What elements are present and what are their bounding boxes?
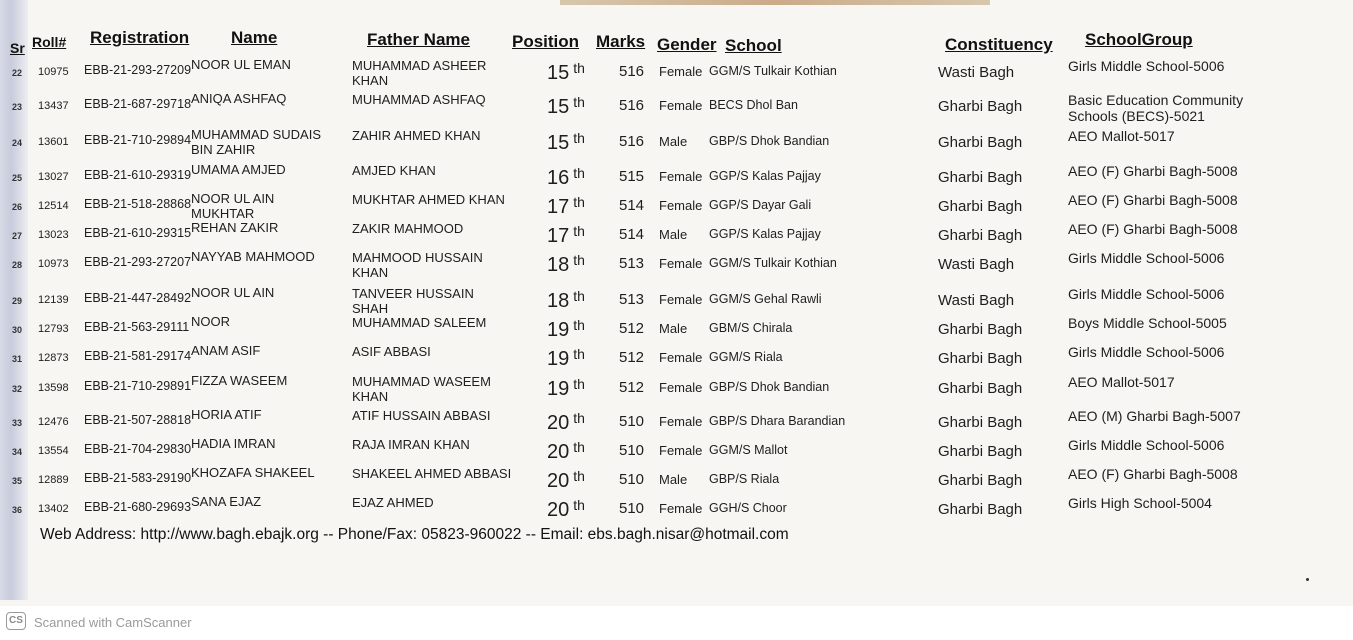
cell-sr: 23 xyxy=(12,102,23,112)
cell-reg: EBB-21-293-27209 xyxy=(84,63,192,77)
cell-constituency: Gharbi Bagh xyxy=(938,321,1023,338)
cell-sr: 24 xyxy=(12,138,23,148)
cell-roll: 13402 xyxy=(38,503,69,515)
position-suffix: th xyxy=(573,252,585,268)
table-row xyxy=(0,466,1353,496)
cell-father: MUKHTAR AHMED KHAN xyxy=(352,192,505,207)
cell-gender: Male xyxy=(659,472,688,487)
cell-gender: Female xyxy=(659,350,703,365)
cell-gender: Female xyxy=(659,64,703,79)
cell-reg: EBB-21-680-29693 xyxy=(84,500,192,514)
cell-reg: EBB-21-710-29891 xyxy=(84,379,192,393)
cell-reg: EBB-21-687-29718 xyxy=(84,97,192,111)
cell-roll: 12889 xyxy=(38,474,69,486)
cell-marks: 516 xyxy=(619,97,645,114)
table-row xyxy=(0,250,1353,280)
cell-roll: 13023 xyxy=(38,229,69,241)
cell-sr: 22 xyxy=(12,68,23,78)
header-marks: Marks xyxy=(596,32,646,51)
cell-roll: 13027 xyxy=(38,171,69,183)
header-sr: Sr xyxy=(10,40,25,56)
cell-pos xyxy=(547,346,585,371)
position-suffix: th xyxy=(573,410,585,426)
cell-sr: 25 xyxy=(12,173,23,183)
cell-group: AEO Mallot-5017 xyxy=(1068,128,1175,144)
cell-pos xyxy=(547,376,585,401)
cell-father: ZAKIR MAHMOOD xyxy=(352,221,464,236)
cell-reg: EBB-21-507-28818 xyxy=(84,413,192,427)
cell-pos xyxy=(547,410,585,435)
cell-school: GGP/S Dayar Gali xyxy=(709,198,812,212)
cell-marks: 512 xyxy=(619,379,645,396)
cell-school: GBP/S Dhok Bandian xyxy=(709,134,830,148)
cell-gender: Female xyxy=(659,501,703,516)
cell-gender: Male xyxy=(659,134,688,149)
cell-school: GBP/S Dhok Bandian xyxy=(709,380,830,394)
header-position: Position xyxy=(512,32,580,51)
cell-constituency: Gharbi Bagh xyxy=(938,134,1023,151)
position-number: 17 xyxy=(547,196,570,218)
cell-constituency: Gharbi Bagh xyxy=(938,98,1023,115)
cell-roll: 13601 xyxy=(38,136,69,148)
cell-constituency: Gharbi Bagh xyxy=(938,472,1023,489)
cell-gender: Female xyxy=(659,292,703,307)
position-number: 16 xyxy=(547,167,570,189)
cell-father: MAHMOOD HUSSAIN KHAN xyxy=(352,250,483,280)
position-suffix: th xyxy=(573,376,585,392)
cell-name: NOOR xyxy=(191,314,230,329)
cell-constituency: Gharbi Bagh xyxy=(938,380,1023,397)
cell-gender: Female xyxy=(659,414,703,429)
cell-group: Basic Education Community Schools (BECS)-5021 xyxy=(1068,92,1244,124)
cell-reg: EBB-21-293-27207 xyxy=(84,255,192,269)
cell-sr: 30 xyxy=(12,325,23,335)
position-number: 18 xyxy=(547,254,570,276)
cell-roll: 13437 xyxy=(38,100,69,112)
cell-group: AEO (F) Gharbi Bagh-5008 xyxy=(1068,221,1238,237)
cell-group: AEO (F) Gharbi Bagh-5008 xyxy=(1068,163,1238,179)
position-number: 20 xyxy=(547,441,570,463)
cell-constituency: Gharbi Bagh xyxy=(938,169,1023,186)
header-registration: Registration xyxy=(90,28,190,47)
cell-school: BECS Dhol Ban xyxy=(709,98,798,112)
cell-name: FIZZA WASEEM xyxy=(191,373,288,388)
cell-father: TANVEER HUSSAIN SHAH xyxy=(352,286,474,316)
cell-constituency: Gharbi Bagh xyxy=(938,501,1023,518)
cell-school: GGM/S Tulkair Kothian xyxy=(709,64,837,78)
position-suffix: th xyxy=(573,60,585,76)
table-row xyxy=(0,192,1353,222)
position-number: 15 xyxy=(547,96,570,118)
cell-marks: 510 xyxy=(619,500,645,517)
cell-school: GBM/S Chirala xyxy=(709,321,793,335)
cell-roll: 13554 xyxy=(38,445,69,457)
position-suffix: th xyxy=(573,468,585,484)
position-number: 17 xyxy=(547,225,570,247)
cell-constituency: Gharbi Bagh xyxy=(938,350,1023,367)
cell-father: MUHAMMAD SALEEM xyxy=(352,315,487,330)
cell-father: AMJED KHAN xyxy=(352,163,436,178)
cell-gender: Female xyxy=(659,256,703,271)
cell-father: SHAKEEL AHMED ABBASI xyxy=(352,466,512,481)
cell-sr: 28 xyxy=(12,260,23,270)
cell-roll: 12139 xyxy=(38,294,69,306)
cell-reg: EBB-21-704-29830 xyxy=(84,442,192,456)
cell-marks: 516 xyxy=(619,63,645,80)
cell-sr: 27 xyxy=(12,231,23,241)
cell-constituency: Gharbi Bagh xyxy=(938,227,1023,244)
cell-roll: 12476 xyxy=(38,416,69,428)
header-roll: Roll# xyxy=(32,34,67,50)
cell-gender: Female xyxy=(659,198,703,213)
cell-gender: Female xyxy=(659,169,703,184)
position-suffix: th xyxy=(573,165,585,181)
cell-group: AEO (F) Gharbi Bagh-5008 xyxy=(1068,466,1238,482)
table-row xyxy=(0,286,1353,316)
camscanner-text: Scanned with CamScanner xyxy=(34,615,192,630)
cell-sr: 26 xyxy=(12,202,23,212)
table-row xyxy=(0,58,1353,88)
cell-roll: 13598 xyxy=(38,382,69,394)
cell-pos xyxy=(547,60,585,85)
position-number: 20 xyxy=(547,499,570,521)
position-number: 15 xyxy=(547,62,570,84)
position-number: 19 xyxy=(547,319,570,341)
cell-marks: 510 xyxy=(619,471,645,488)
position-suffix: th xyxy=(573,288,585,304)
table-row xyxy=(0,128,1353,158)
cell-sr: 35 xyxy=(12,476,23,486)
cell-pos xyxy=(547,252,585,277)
cell-sr: 29 xyxy=(12,296,23,306)
table-row xyxy=(0,163,1353,193)
cell-school: GGM/S Tulkair Kothian xyxy=(709,256,837,270)
cell-school: GGM/S Mallot xyxy=(709,443,788,457)
cell-sr: 31 xyxy=(12,354,23,364)
table-row xyxy=(0,408,1353,438)
table-row xyxy=(0,374,1353,404)
header-name: Name xyxy=(231,28,278,47)
table-row xyxy=(0,92,1353,122)
position-number: 19 xyxy=(547,378,570,400)
cell-gender: Male xyxy=(659,321,688,336)
cell-name: NOOR UL EMAN xyxy=(191,57,291,72)
header-school-group: SchoolGroup xyxy=(1085,30,1193,49)
cell-school: GGP/S Kalas Pajjay xyxy=(709,169,821,183)
cell-sr: 33 xyxy=(12,418,23,428)
camscanner-bar xyxy=(0,606,1353,640)
cell-name: KHOZAFA SHAKEEL xyxy=(191,465,315,480)
cell-father: EJAZ AHMED xyxy=(352,495,434,510)
cell-reg: EBB-21-563-29111 xyxy=(84,320,190,334)
position-suffix: th xyxy=(573,317,585,333)
cell-pos xyxy=(547,497,585,522)
position-suffix: th xyxy=(573,223,585,239)
cell-father: MUHAMMAD ASHEER KHAN xyxy=(352,58,487,88)
cell-constituency: Gharbi Bagh xyxy=(938,443,1023,460)
cell-gender: Female xyxy=(659,443,703,458)
cell-name: HORIA ATIF xyxy=(191,407,262,422)
cell-father: MUHAMMAD WASEEM KHAN xyxy=(352,374,491,404)
cell-school: GGM/S Gehal Rawli xyxy=(709,292,822,306)
cell-pos xyxy=(547,194,585,219)
cell-name: NAYYAB MAHMOOD xyxy=(191,249,315,264)
camscanner-logo-icon: CS xyxy=(6,612,26,630)
cell-father: ZAHIR AHMED KHAN xyxy=(352,128,481,143)
cell-group: AEO (F) Gharbi Bagh-5008 xyxy=(1068,192,1238,208)
cell-group: Girls Middle School-5006 xyxy=(1068,437,1225,453)
cell-father: ASIF ABBASI xyxy=(352,344,431,359)
cell-father: RAJA IMRAN KHAN xyxy=(352,437,470,452)
cell-reg: EBB-21-610-29319 xyxy=(84,168,192,182)
cell-marks: 514 xyxy=(619,226,645,243)
cell-pos xyxy=(547,468,585,493)
cell-name: UMAMA AMJED xyxy=(191,162,286,177)
cell-reg: EBB-21-710-29894 xyxy=(84,133,192,147)
cell-name: HADIA IMRAN xyxy=(191,436,276,451)
cell-marks: 513 xyxy=(619,255,645,272)
cell-marks: 510 xyxy=(619,413,645,430)
speck xyxy=(1306,578,1309,581)
cell-marks: 510 xyxy=(619,442,645,459)
cell-marks: 512 xyxy=(619,320,645,337)
cell-pos xyxy=(547,165,585,190)
cell-marks: 516 xyxy=(619,133,645,150)
cell-marks: 514 xyxy=(619,197,645,214)
position-suffix: th xyxy=(573,130,585,146)
cell-marks: 513 xyxy=(619,291,645,308)
header-school: School xyxy=(725,36,782,55)
cell-gender: Female xyxy=(659,380,703,395)
table-row xyxy=(0,437,1353,467)
cell-pos xyxy=(547,439,585,464)
position-suffix: th xyxy=(573,497,585,513)
table-row xyxy=(0,221,1353,251)
cell-name: ANAM ASIF xyxy=(191,343,261,358)
top-smudge xyxy=(560,0,990,5)
cell-name: REHAN ZAKIR xyxy=(191,220,279,235)
cell-marks: 512 xyxy=(619,349,645,366)
position-number: 19 xyxy=(547,348,570,370)
cell-group: AEO Mallot-5017 xyxy=(1068,374,1175,390)
position-suffix: th xyxy=(573,94,585,110)
cell-roll: 12873 xyxy=(38,352,69,364)
position-suffix: th xyxy=(573,346,585,362)
table-row xyxy=(0,315,1353,345)
cell-group: AEO (M) Gharbi Bagh-5007 xyxy=(1068,408,1241,424)
cell-group: Girls Middle School-5006 xyxy=(1068,344,1225,360)
cell-name: SANA EJAZ xyxy=(191,494,262,509)
cell-reg: EBB-21-583-29190 xyxy=(84,471,192,485)
cell-sr: 32 xyxy=(12,384,23,394)
cell-group: Boys Middle School-5005 xyxy=(1068,315,1227,331)
header-father-name: Father Name xyxy=(367,30,470,49)
cell-roll: 10975 xyxy=(38,66,69,78)
cell-sr: 34 xyxy=(12,447,23,457)
cell-school: GGM/S Riala xyxy=(709,350,783,364)
cell-school: GGH/S Choor xyxy=(709,501,787,515)
cell-pos xyxy=(547,317,585,342)
cell-gender: Male xyxy=(659,227,688,242)
footer-contact: Web Address: http://www.bagh.ebajk.org -- Phone/Fax: 05823-960022 -- Email: ebs.bagh.nisar@hotmail.com xyxy=(40,526,789,543)
cell-reg: EBB-21-610-29315 xyxy=(84,226,192,240)
cell-school: GBP/S Riala xyxy=(709,472,780,486)
table-row xyxy=(0,495,1353,525)
cell-constituency: Wasti Bagh xyxy=(938,256,1015,273)
header-gender: Gender xyxy=(657,35,717,54)
cell-pos xyxy=(547,130,585,155)
cell-pos xyxy=(547,94,585,119)
cell-sr: 36 xyxy=(12,505,23,515)
cell-father: MUHAMMAD ASHFAQ xyxy=(352,92,486,107)
cell-name: NOOR UL AIN xyxy=(191,285,275,300)
position-number: 15 xyxy=(547,132,570,154)
cell-gender: Female xyxy=(659,98,703,113)
cell-constituency: Wasti Bagh xyxy=(938,292,1015,309)
cell-marks: 515 xyxy=(619,168,645,185)
cell-constituency: Wasti Bagh xyxy=(938,64,1015,81)
cell-name: MUHAMMAD SUDAIS BIN ZAHIR xyxy=(191,127,322,157)
header-constituency: Constituency xyxy=(945,35,1053,54)
cell-group: Girls Middle School-5006 xyxy=(1068,286,1225,302)
cell-roll: 12793 xyxy=(38,323,69,335)
cell-constituency: Gharbi Bagh xyxy=(938,198,1023,215)
cell-group: Girls Middle School-5006 xyxy=(1068,58,1225,74)
position-suffix: th xyxy=(573,439,585,455)
cell-pos xyxy=(547,223,585,248)
cell-name: NOOR UL AIN MUKHTAR xyxy=(191,191,275,221)
cell-name: ANIQA ASHFAQ xyxy=(191,91,287,106)
cell-school: GBP/S Dhara Barandian xyxy=(709,414,846,428)
cell-pos xyxy=(547,288,585,313)
table-row xyxy=(0,344,1353,374)
position-number: 18 xyxy=(547,290,570,312)
cell-constituency: Gharbi Bagh xyxy=(938,414,1023,431)
cell-school: GGP/S Kalas Pajjay xyxy=(709,227,821,241)
cell-reg: EBB-21-581-29174 xyxy=(84,349,192,363)
cell-reg: EBB-21-518-28868 xyxy=(84,197,192,211)
cell-roll: 12514 xyxy=(38,200,69,212)
position-number: 20 xyxy=(547,412,570,434)
cell-father: ATIF HUSSAIN ABBASI xyxy=(352,408,491,423)
position-number: 20 xyxy=(547,470,570,492)
position-suffix: th xyxy=(573,194,585,210)
cell-group: Girls High School-5004 xyxy=(1068,495,1212,511)
cell-group: Girls Middle School-5006 xyxy=(1068,250,1225,266)
cell-roll: 10973 xyxy=(38,258,69,270)
cell-reg: EBB-21-447-28492 xyxy=(84,291,192,305)
